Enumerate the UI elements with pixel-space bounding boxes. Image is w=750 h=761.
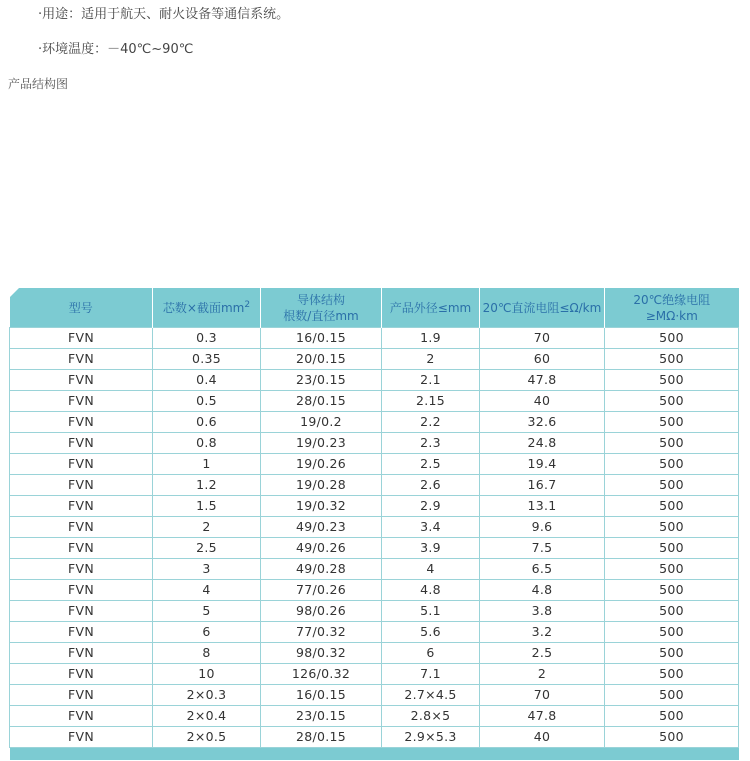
cell-conductor: 49/0.26 [261, 538, 382, 559]
cell-insulation: 500 [605, 370, 739, 391]
cell-model: FVN [10, 538, 153, 559]
cell-conductor: 19/0.26 [261, 454, 382, 475]
table-row [10, 433, 739, 454]
table-footer-cell [10, 748, 739, 761]
cell-outer-diameter: 1.9 [382, 328, 480, 349]
cell-conductor: 49/0.23 [261, 517, 382, 538]
cell-dc-resistance: 70 [480, 685, 605, 706]
table-row [10, 622, 739, 643]
structure-caption: 产品结构图 [8, 77, 69, 91]
cell-outer-diameter: 4 [382, 559, 480, 580]
cell-cores: 5 [153, 601, 261, 622]
cell-dc-resistance: 70 [480, 328, 605, 349]
header-insulation-line1: 20℃绝缘电阻 [633, 292, 711, 307]
cell-model: FVN [10, 496, 153, 517]
cell-insulation: 500 [605, 391, 739, 412]
cell-cores: 2×0.5 [153, 727, 261, 748]
cell-outer-diameter: 2.9 [382, 496, 480, 517]
cell-model: FVN [10, 559, 153, 580]
cell-cores: 0.6 [153, 412, 261, 433]
cell-dc-resistance: 6.5 [480, 559, 605, 580]
cell-dc-resistance: 2 [480, 664, 605, 685]
table-row [10, 412, 739, 433]
cell-dc-resistance: 19.4 [480, 454, 605, 475]
cell-insulation: 500 [605, 622, 739, 643]
header-cores [153, 288, 261, 328]
temperature-text: ·环境温度：－40℃~90℃ [38, 42, 194, 57]
header-outer-diameter [382, 288, 480, 328]
cell-dc-resistance: 40 [480, 391, 605, 412]
cell-dc-resistance: 3.8 [480, 601, 605, 622]
cell-outer-diameter: 3.4 [382, 517, 480, 538]
cell-insulation: 500 [605, 685, 739, 706]
table-row [10, 601, 739, 622]
cell-conductor: 28/0.15 [261, 727, 382, 748]
cell-model: FVN [10, 433, 153, 454]
cell-cores: 1 [153, 454, 261, 475]
cell-cores: 0.35 [153, 349, 261, 370]
table-row [10, 349, 739, 370]
cell-outer-diameter: 2.9×5.3 [382, 727, 480, 748]
cell-conductor: 98/0.26 [261, 601, 382, 622]
cell-outer-diameter: 6 [382, 643, 480, 664]
cell-outer-diameter: 2.6 [382, 475, 480, 496]
header-conductor-line2: 根数/直径mm [283, 308, 359, 323]
cell-cores: 2×0.4 [153, 706, 261, 727]
cell-conductor: 19/0.23 [261, 433, 382, 454]
cell-insulation: 500 [605, 412, 739, 433]
cell-dc-resistance: 7.5 [480, 538, 605, 559]
cell-conductor: 49/0.28 [261, 559, 382, 580]
table-row [10, 706, 739, 727]
cell-insulation: 500 [605, 349, 739, 370]
cell-insulation: 500 [605, 538, 739, 559]
cell-insulation: 500 [605, 475, 739, 496]
cell-dc-resistance: 13.1 [480, 496, 605, 517]
table-row [10, 328, 739, 349]
cell-model: FVN [10, 622, 153, 643]
table-row [10, 454, 739, 475]
cell-insulation: 500 [605, 706, 739, 727]
header-corner-decoration [10, 288, 19, 297]
cell-cores: 0.8 [153, 433, 261, 454]
cell-outer-diameter: 2.15 [382, 391, 480, 412]
cell-insulation: 500 [605, 643, 739, 664]
table-row [10, 391, 739, 412]
cell-model: FVN [10, 349, 153, 370]
cell-model: FVN [10, 685, 153, 706]
table-footer-bar [10, 748, 739, 761]
cell-model: FVN [10, 370, 153, 391]
cell-conductor: 20/0.15 [261, 349, 382, 370]
table-row [10, 580, 739, 601]
cell-insulation: 500 [605, 664, 739, 685]
cell-cores: 0.3 [153, 328, 261, 349]
table-row [10, 727, 739, 748]
cell-dc-resistance: 9.6 [480, 517, 605, 538]
table-row [10, 475, 739, 496]
cell-cores: 2×0.3 [153, 685, 261, 706]
cell-outer-diameter: 4.8 [382, 580, 480, 601]
cell-dc-resistance: 40 [480, 727, 605, 748]
usage-text: ·用途：适用于航天、耐火设备等通信系统。 [38, 7, 290, 22]
table-row [10, 685, 739, 706]
cell-dc-resistance: 24.8 [480, 433, 605, 454]
cell-outer-diameter: 5.1 [382, 601, 480, 622]
cell-cores: 3 [153, 559, 261, 580]
header-conductor [261, 288, 382, 328]
cell-cores: 8 [153, 643, 261, 664]
cell-insulation: 500 [605, 601, 739, 622]
table-row [10, 517, 739, 538]
cell-insulation: 500 [605, 727, 739, 748]
header-conductor-line1: 导体结构 [296, 292, 345, 307]
spec-table-container [9, 288, 738, 760]
cell-conductor: 23/0.15 [261, 370, 382, 391]
cell-model: FVN [10, 727, 153, 748]
cell-model: FVN [10, 475, 153, 496]
header-dc-resistance-label: 20℃直流电阻≤Ω/km [482, 300, 602, 315]
cell-dc-resistance: 4.8 [480, 580, 605, 601]
cell-insulation: 500 [605, 517, 739, 538]
cell-outer-diameter: 3.9 [382, 538, 480, 559]
cell-dc-resistance: 2.5 [480, 643, 605, 664]
cell-model: FVN [10, 706, 153, 727]
header-cores-superscript: 2 [244, 299, 251, 310]
table-row [10, 643, 739, 664]
cell-outer-diameter: 2.5 [382, 454, 480, 475]
table-header-row [10, 288, 739, 328]
cell-insulation: 500 [605, 328, 739, 349]
cell-dc-resistance: 3.2 [480, 622, 605, 643]
cell-model: FVN [10, 580, 153, 601]
header-insulation [605, 288, 739, 328]
cell-cores: 1.2 [153, 475, 261, 496]
cell-outer-diameter: 7.1 [382, 664, 480, 685]
cell-cores: 0.4 [153, 370, 261, 391]
cell-dc-resistance: 60 [480, 349, 605, 370]
table-body [10, 328, 739, 748]
cell-conductor: 19/0.2 [261, 412, 382, 433]
table-row [10, 664, 739, 685]
cell-outer-diameter: 2 [382, 349, 480, 370]
cell-outer-diameter: 2.2 [382, 412, 480, 433]
cell-model: FVN [10, 517, 153, 538]
cell-insulation: 500 [605, 559, 739, 580]
cell-conductor: 98/0.32 [261, 643, 382, 664]
cell-outer-diameter: 2.3 [382, 433, 480, 454]
cell-model: FVN [10, 454, 153, 475]
cell-insulation: 500 [605, 496, 739, 517]
cell-conductor: 28/0.15 [261, 391, 382, 412]
cell-conductor: 77/0.32 [261, 622, 382, 643]
cell-conductor: 16/0.15 [261, 328, 382, 349]
header-insulation-line2: ≥MΩ·km [645, 308, 698, 323]
cell-conductor: 77/0.26 [261, 580, 382, 601]
cell-conductor: 19/0.32 [261, 496, 382, 517]
cell-model: FVN [10, 412, 153, 433]
cell-model: FVN [10, 601, 153, 622]
cell-dc-resistance: 47.8 [480, 370, 605, 391]
cell-outer-diameter: 2.8×5 [382, 706, 480, 727]
header-cores-label: 芯数×截面mm [162, 300, 245, 315]
cell-conductor: 16/0.15 [261, 685, 382, 706]
header-dc-resistance [480, 288, 605, 328]
cell-outer-diameter: 2.1 [382, 370, 480, 391]
cell-cores: 2 [153, 517, 261, 538]
cell-model: FVN [10, 391, 153, 412]
cell-cores: 10 [153, 664, 261, 685]
cell-insulation: 500 [605, 433, 739, 454]
cell-conductor: 19/0.28 [261, 475, 382, 496]
table-row [10, 496, 739, 517]
cell-insulation: 500 [605, 454, 739, 475]
cell-outer-diameter: 2.7×4.5 [382, 685, 480, 706]
cell-conductor: 23/0.15 [261, 706, 382, 727]
cell-model: FVN [10, 328, 153, 349]
spec-table [9, 288, 739, 760]
cell-model: FVN [10, 664, 153, 685]
header-model [10, 288, 153, 328]
cell-cores: 2.5 [153, 538, 261, 559]
cell-dc-resistance: 32.6 [480, 412, 605, 433]
cell-cores: 6 [153, 622, 261, 643]
cell-cores: 4 [153, 580, 261, 601]
cell-model: FVN [10, 643, 153, 664]
cell-dc-resistance: 47.8 [480, 706, 605, 727]
cell-cores: 0.5 [153, 391, 261, 412]
cell-conductor: 126/0.32 [261, 664, 382, 685]
cell-insulation: 500 [605, 580, 739, 601]
cell-outer-diameter: 5.6 [382, 622, 480, 643]
cell-dc-resistance: 16.7 [480, 475, 605, 496]
table-row [10, 538, 739, 559]
table-row [10, 559, 739, 580]
header-model-label: 型号 [68, 300, 93, 315]
table-row [10, 370, 739, 391]
header-outer-diameter-label: 产品外径≤mm [389, 300, 472, 315]
cell-cores: 1.5 [153, 496, 261, 517]
